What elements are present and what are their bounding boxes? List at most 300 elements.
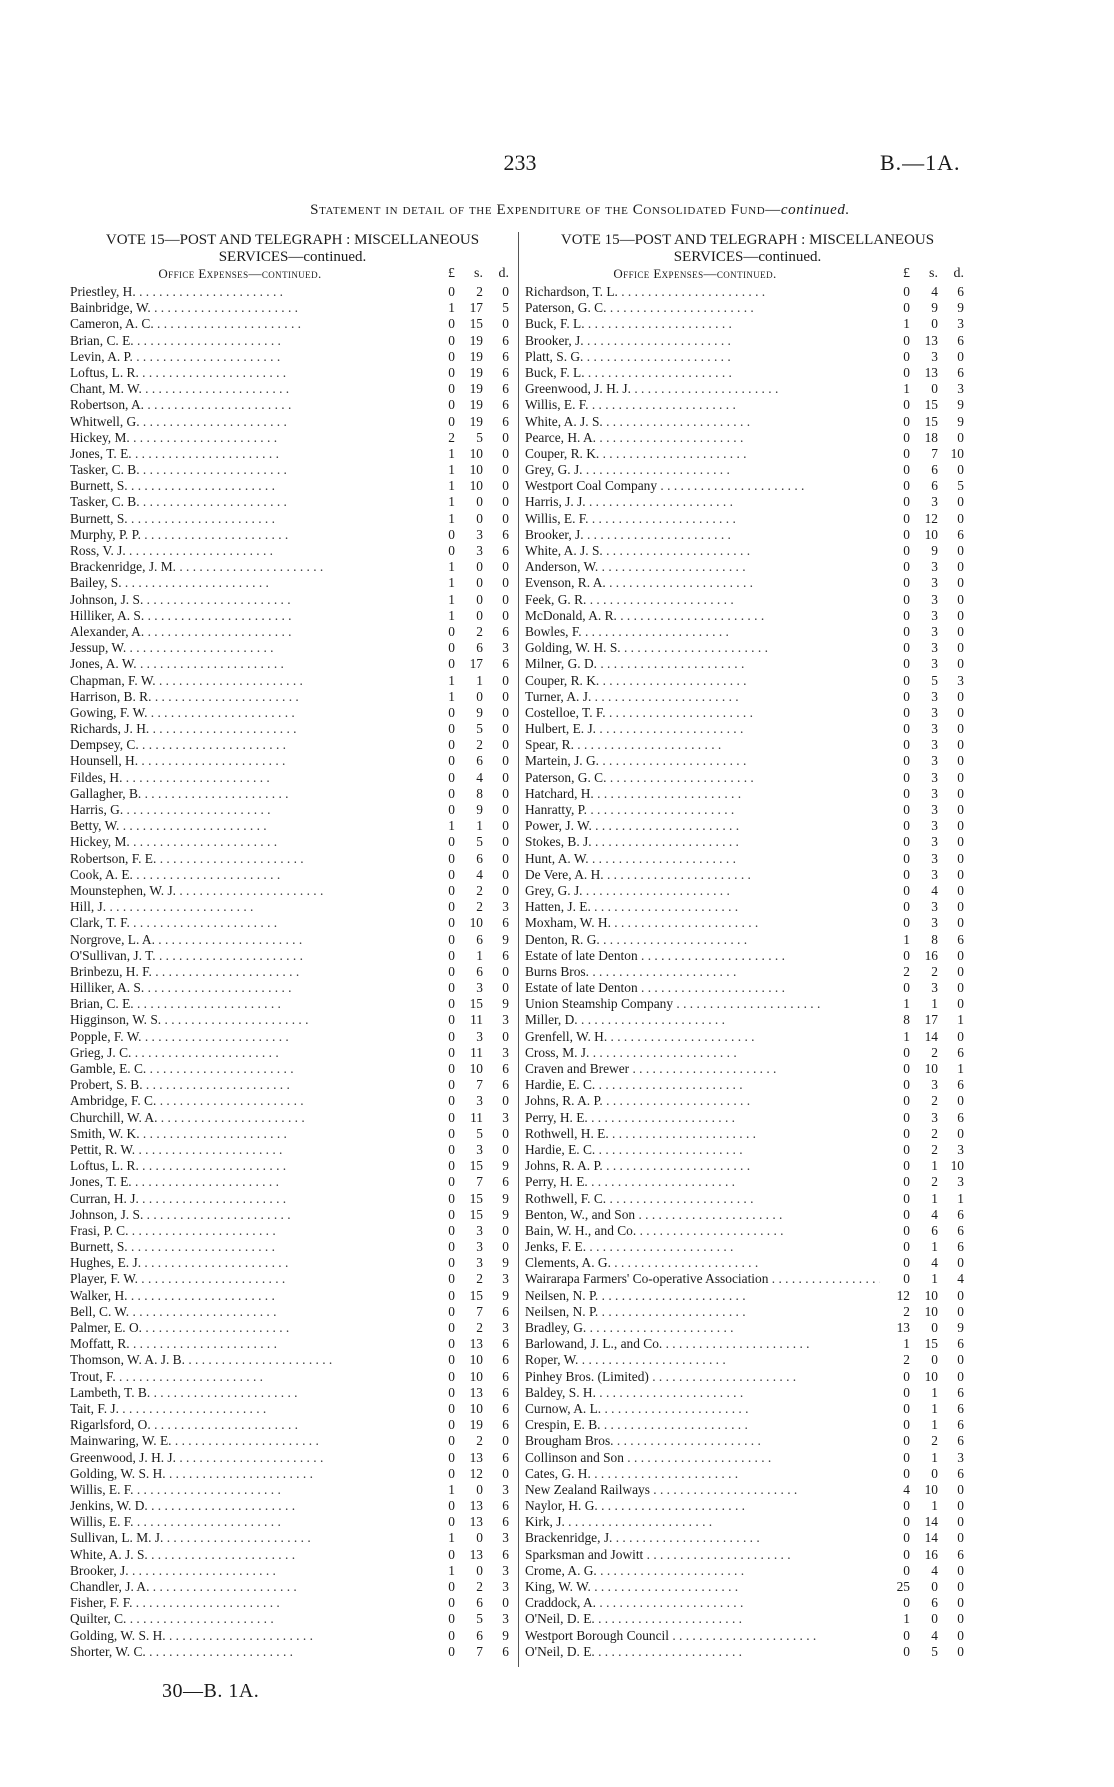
amount-pence: 6	[502, 1384, 509, 1400]
payee-name: King, W. W. . .	[525, 1579, 880, 1595]
payee-name: Cross, M. J. . .	[525, 1045, 880, 1061]
amount-pounds: 0	[903, 1255, 910, 1271]
amount-pence: 0	[957, 866, 964, 882]
amount-pence: 6	[957, 284, 964, 299]
payee-name: Jones, T. E. . .	[70, 446, 425, 462]
table-row	[525, 851, 970, 867]
table-row	[525, 1191, 970, 1207]
amount-pence: 6	[502, 381, 509, 397]
amount-shillings: 15	[469, 316, 483, 332]
amount-pence: 3	[502, 1579, 509, 1594]
amount-pounds: 0	[448, 980, 455, 996]
table-row	[70, 300, 515, 316]
amount-pounds: 13	[896, 1320, 910, 1335]
payee-name: Westport Coal Company . .	[525, 478, 880, 494]
amount-pounds: 0	[448, 1514, 455, 1530]
table-row	[525, 462, 970, 478]
amount-pounds: 0	[448, 1061, 455, 1076]
table-row	[70, 1466, 515, 1482]
amount-pounds: 1	[448, 591, 455, 607]
table-row	[525, 705, 970, 721]
subheading: Office Expenses—continued.	[613, 266, 777, 281]
amount-shillings: 1	[931, 1417, 938, 1433]
amount-pence: 6	[957, 526, 964, 542]
column-divider	[518, 232, 519, 1667]
table-row	[70, 1417, 515, 1433]
statement-title-continued: continued.	[780, 202, 850, 218]
amount-shillings: 10	[924, 526, 938, 542]
page-code: B.—1A.	[880, 150, 961, 175]
amount-shillings: 13	[469, 1514, 483, 1530]
amount-pounds: 0	[448, 785, 455, 801]
amount-pounds: 0	[448, 1498, 455, 1514]
amount-pence: 6	[502, 1336, 509, 1352]
payee-name: Curnow, A. L. . .	[525, 1401, 880, 1417]
amount-pence: 3	[502, 1044, 509, 1060]
table-row	[70, 414, 515, 430]
payee-name: Lambeth, T. B. . .	[70, 1385, 425, 1401]
payee-name: Costelloe, T. F. . .	[525, 705, 880, 721]
amount-pounds: 0	[448, 963, 455, 979]
payee-name: Ross, V. J. . .	[70, 543, 425, 559]
amount-pence: 0	[502, 316, 509, 332]
amount-pence: 0	[957, 494, 964, 510]
amount-pounds: 0	[448, 1400, 455, 1416]
amount-pence: 0	[957, 818, 964, 834]
payee-name: Feek, G. R. . .	[525, 592, 880, 608]
payee-name: Golding, W. H. S. . .	[525, 640, 880, 656]
amount-shillings: 4	[931, 1562, 938, 1578]
amount-pence: 0	[957, 1562, 964, 1578]
amount-pounds: 0	[448, 1611, 455, 1627]
payee-name: Golding, W. S. H. . .	[70, 1628, 425, 1644]
amount-shillings: 15	[924, 413, 938, 429]
amount-pence: 6	[957, 1433, 964, 1449]
amount-pounds: 0	[903, 737, 910, 753]
amount-pence: 0	[502, 559, 509, 575]
amount-pence: 0	[957, 963, 964, 979]
table-row	[525, 1142, 970, 1158]
amount-pence: 6	[502, 947, 509, 963]
table-row	[70, 932, 515, 948]
amount-pence: 6	[502, 1352, 509, 1368]
amount-pence: 0	[502, 737, 509, 753]
payee-name: Gamble, E. C. . .	[70, 1061, 425, 1077]
amount-shillings: 2	[476, 1271, 483, 1287]
amount-pounds: 0	[448, 721, 455, 737]
amount-shillings: 3	[476, 1255, 483, 1271]
amount-pence: 0	[502, 1093, 509, 1109]
amount-pounds: 0	[448, 850, 455, 866]
amount-shillings: 3	[931, 623, 938, 639]
amount-pounds: 0	[903, 332, 910, 348]
amount-pence: 0	[502, 1239, 509, 1255]
amount-pence: 6	[502, 1514, 509, 1530]
amount-shillings: 3	[476, 1028, 483, 1044]
statement-title-main: Statement in detail of the Expenditure of the Consolidated Fund—	[310, 202, 781, 218]
amount-shillings: 13	[469, 1336, 483, 1352]
amount-pence: 6	[957, 332, 964, 348]
amount-shillings: 3	[931, 834, 938, 850]
amount-shillings: 2	[931, 1141, 938, 1157]
payee-name: White, A. J. S. . .	[70, 1547, 425, 1563]
amount-shillings: 1	[476, 947, 483, 963]
amount-pounds: 0	[448, 899, 455, 915]
table-row	[525, 1304, 970, 1320]
table-row	[525, 1288, 970, 1304]
table-row	[525, 1498, 970, 1514]
amount-shillings: 11	[470, 1012, 483, 1028]
payee-name: Roper, W. . .	[525, 1352, 880, 1368]
amount-shillings: 4	[931, 1627, 938, 1643]
payee-name: Johns, R. A. P. . .	[525, 1093, 880, 1109]
amount-pence: 0	[957, 899, 964, 915]
payee-name: Craven and Brewer . .	[525, 1061, 880, 1077]
payee-name: Richards, J. H. . .	[70, 721, 425, 737]
amount-pounds: 0	[448, 1044, 455, 1060]
amount-shillings: 5	[931, 672, 938, 688]
payee-name: Johns, R. A. P. . .	[525, 1158, 880, 1174]
table-row	[70, 1093, 515, 1109]
amount-pounds: 0	[903, 640, 910, 656]
table-row	[525, 867, 970, 883]
payee-name: Estate of late Denton . .	[525, 980, 880, 996]
amount-pounds: 0	[903, 1595, 910, 1611]
amount-shillings: 0	[931, 1465, 938, 1481]
amount-pounds: 0	[448, 656, 455, 672]
amount-pounds: 0	[448, 1433, 455, 1449]
amount-pence: 0	[957, 1611, 964, 1627]
amount-pounds: 0	[448, 1303, 455, 1319]
payee-name: Burnett, S. . .	[70, 511, 425, 527]
amount-pence: 0	[957, 915, 964, 931]
amount-shillings: 3	[476, 526, 483, 542]
amount-pence: 0	[502, 704, 509, 720]
amount-pence: 3	[957, 1174, 964, 1190]
amount-shillings: 17	[469, 656, 483, 672]
payee-name: Shorter, W. C. . .	[70, 1644, 425, 1660]
amount-pounds: 0	[448, 1465, 455, 1481]
table-row	[70, 494, 515, 510]
amount-pounds: 0	[903, 1077, 910, 1093]
amount-shillings: 3	[931, 1077, 938, 1093]
amount-pence: 6	[957, 1417, 964, 1433]
amount-shillings: 18	[924, 429, 938, 445]
payee-name: White, A. J. S. . .	[525, 414, 880, 430]
amount-pence: 0	[957, 1028, 964, 1044]
amount-pence: 0	[502, 1595, 509, 1611]
table-row	[525, 300, 970, 316]
payee-name: Walker, H. . .	[70, 1288, 425, 1304]
table-row	[70, 1142, 515, 1158]
table-row	[70, 867, 515, 883]
table-row	[70, 1482, 515, 1498]
amount-pounds: 0	[448, 1012, 455, 1028]
amount-pence: 0	[957, 1368, 964, 1384]
table-row	[525, 1352, 970, 1368]
right-column	[525, 232, 970, 1660]
amount-pence: 0	[502, 1222, 509, 1238]
payee-name: Harrison, B. R. . .	[70, 689, 425, 705]
amount-pence: 0	[957, 462, 964, 478]
amount-pounds: 0	[903, 866, 910, 882]
amount-pence: 1	[957, 1012, 964, 1028]
amount-pounds: 0	[903, 1061, 910, 1076]
table-row	[70, 673, 515, 689]
table-row	[70, 1320, 515, 1336]
payee-name: Hatchard, H. . .	[525, 786, 880, 802]
table-row	[525, 1369, 970, 1385]
table-row	[70, 1450, 515, 1466]
amount-pence: 3	[502, 1562, 509, 1578]
table-row	[525, 656, 970, 672]
amount-pence: 0	[502, 478, 509, 494]
amount-pounds: 0	[903, 462, 910, 478]
table-row	[70, 1077, 515, 1093]
payee-name: Chandler, J. A. . .	[70, 1579, 425, 1595]
payee-name: Burnett, S. . .	[70, 478, 425, 494]
table-row	[525, 673, 970, 689]
payee-name: Union Steamship Company . .	[525, 996, 880, 1012]
table-row	[70, 1271, 515, 1287]
payee-name: Smith, W. K. . .	[70, 1126, 425, 1142]
payee-name: Couper, R. K. . .	[525, 446, 880, 462]
amount-pounds: 0	[448, 1271, 455, 1287]
amount-pounds: 0	[903, 672, 910, 688]
table-row	[70, 705, 515, 721]
left-rows	[70, 284, 515, 1660]
payee-name: Popple, F. W. . .	[70, 1029, 425, 1045]
table-row	[70, 770, 515, 786]
amount-shillings: 6	[931, 478, 938, 494]
amount-pence: 0	[957, 1352, 964, 1368]
table-row	[525, 915, 970, 931]
amount-pounds: 0	[903, 753, 910, 769]
table-row	[525, 1482, 970, 1498]
amount-shillings: 0	[931, 381, 938, 397]
table-row	[70, 883, 515, 899]
payee-name: Mainwaring, W. E. . .	[70, 1433, 425, 1449]
amount-pounds: 0	[903, 1400, 910, 1416]
amount-pence: 0	[957, 543, 964, 558]
table-row	[70, 1304, 515, 1320]
amount-pence: 6	[957, 1400, 964, 1416]
payee-name: Betty, W. . .	[70, 818, 425, 834]
table-row	[525, 1061, 970, 1077]
payee-name: Hughes, E. J. . .	[70, 1255, 425, 1271]
amount-pounds: 0	[448, 381, 455, 397]
amount-shillings: 2	[931, 963, 938, 979]
table-row	[525, 1126, 970, 1142]
payee-name: Robertson, A. . .	[70, 397, 425, 413]
amount-shillings: 7	[476, 1643, 483, 1659]
amount-pence: 6	[502, 1174, 509, 1190]
amount-pence: 0	[957, 721, 964, 737]
amount-pounds: 2	[903, 963, 910, 979]
amount-pounds: 0	[448, 1579, 455, 1594]
amount-pounds: 0	[903, 348, 910, 364]
amount-pounds: 0	[903, 1514, 910, 1530]
pence-header: d.	[498, 266, 509, 281]
amount-shillings: 19	[469, 1417, 483, 1433]
amount-shillings: 2	[476, 899, 483, 915]
amount-pence: 0	[957, 623, 964, 639]
table-row	[525, 365, 970, 381]
amount-shillings: 1	[931, 1239, 938, 1255]
amount-shillings: 3	[931, 866, 938, 882]
amount-pence: 0	[502, 1465, 509, 1481]
amount-pence: 6	[502, 1077, 509, 1093]
table-row	[70, 1595, 515, 1611]
payee-name: Rigarlsford, O. . .	[70, 1417, 425, 1433]
amount-pounds: 0	[448, 364, 455, 380]
table-row	[70, 1174, 515, 1190]
amount-shillings: 0	[931, 1579, 938, 1594]
table-row	[525, 1595, 970, 1611]
payee-name: Hounsell, H. . .	[70, 753, 425, 769]
vote-title-line1: VOTE 15—POST AND TELEGRAPH : MISCELLANEOUS	[560, 232, 935, 248]
amount-shillings: 19	[469, 332, 483, 348]
amount-pounds: 0	[448, 1287, 455, 1303]
table-row	[70, 1029, 515, 1045]
amount-shillings: 6	[476, 850, 483, 866]
payee-name: Palmer, E. O. . .	[70, 1320, 425, 1336]
table-row	[70, 365, 515, 381]
amount-pence: 6	[502, 1400, 509, 1416]
amount-pounds: 0	[448, 413, 455, 429]
amount-pounds: 0	[448, 1077, 455, 1093]
table-row	[525, 1611, 970, 1627]
table-row	[70, 1207, 515, 1223]
table-row	[525, 1255, 970, 1271]
payee-name: Johnson, J. S. . .	[70, 592, 425, 608]
table-row	[525, 753, 970, 769]
table-row	[70, 333, 515, 349]
amount-pence: 0	[957, 510, 964, 526]
table-row	[525, 640, 970, 656]
amount-pounds: 0	[448, 1255, 455, 1271]
amount-shillings: 10	[924, 1481, 938, 1497]
table-row	[70, 478, 515, 494]
amount-pounds: 0	[448, 1190, 455, 1206]
amount-shillings: 2	[476, 284, 483, 299]
amount-shillings: 7	[476, 1077, 483, 1093]
payee-name: Turner, A. J. . .	[525, 689, 880, 705]
amount-pounds: 0	[903, 1271, 910, 1287]
amount-shillings: 2	[931, 1044, 938, 1060]
payee-name: O'Neil, D. E. . .	[525, 1644, 880, 1660]
payee-name: Burns Bros. . .	[525, 964, 880, 980]
amount-pounds: 0	[448, 996, 455, 1012]
table-row	[525, 624, 970, 640]
amount-pence: 0	[957, 559, 964, 575]
payee-name: Crespin, E. B. . .	[525, 1417, 880, 1433]
amount-pounds: 1	[448, 1562, 455, 1578]
amount-pence: 9	[502, 1627, 509, 1643]
amount-shillings: 4	[476, 866, 483, 882]
subheading: Office Expenses—continued.	[158, 266, 322, 281]
amount-shillings: 3	[931, 915, 938, 931]
amount-shillings: 2	[476, 623, 483, 639]
amount-pounds: 0	[448, 866, 455, 882]
amount-shillings: 0	[476, 494, 483, 510]
subheading-row	[525, 266, 970, 284]
payee-name: Willis, E. F. . .	[70, 1482, 425, 1498]
amount-shillings: 15	[469, 1158, 483, 1174]
amount-pence: 0	[502, 769, 509, 785]
amount-pence: 0	[957, 1643, 964, 1659]
payee-name: Hulbert, E. J. . .	[525, 721, 880, 737]
amount-shillings: 0	[476, 591, 483, 607]
amount-pence: 6	[502, 397, 509, 413]
table-row	[70, 689, 515, 705]
amount-pounds: 0	[903, 413, 910, 429]
payee-name: White, A. J. S. . .	[525, 543, 880, 559]
amount-shillings: 10	[469, 462, 483, 478]
table-row	[70, 834, 515, 850]
amount-pence: 3	[502, 1109, 509, 1125]
amount-shillings: 0	[476, 607, 483, 623]
amount-shillings: 3	[931, 575, 938, 591]
table-row	[525, 1547, 970, 1563]
amount-pounds: 0	[903, 1449, 910, 1465]
amount-shillings: 0	[476, 1481, 483, 1497]
amount-pounds: 0	[903, 1546, 910, 1562]
payee-name: Rothwell, F. C. . .	[525, 1191, 880, 1207]
amount-pence: 3	[502, 640, 509, 656]
amount-pounds: 0	[448, 1643, 455, 1659]
amount-shillings: 0	[476, 1530, 483, 1546]
table-row	[70, 1255, 515, 1271]
table-row	[525, 1110, 970, 1126]
amount-pounds: 0	[903, 980, 910, 996]
amount-pence: 0	[957, 1579, 964, 1594]
amount-shillings: 10	[469, 1368, 483, 1384]
table-row	[525, 575, 970, 591]
amount-pounds: 0	[903, 1530, 910, 1546]
amount-pence: 6	[957, 364, 964, 380]
amount-pence: 6	[957, 1336, 964, 1352]
table-row	[525, 1385, 970, 1401]
table-row	[70, 737, 515, 753]
amount-shillings: 8	[476, 785, 483, 801]
payee-name: Brackenridge, J. . .	[525, 1530, 880, 1546]
amount-pence: 0	[957, 802, 964, 817]
amount-pence: 0	[957, 591, 964, 607]
amount-pence: 0	[957, 769, 964, 785]
amount-pence: 6	[957, 1546, 964, 1562]
amount-pence: 0	[502, 980, 509, 996]
amount-pence: 3	[502, 1611, 509, 1627]
amount-shillings: 6	[476, 753, 483, 769]
amount-pounds: 0	[448, 1627, 455, 1643]
amount-shillings: 9	[931, 300, 938, 316]
amount-pounds: 1	[903, 316, 910, 332]
amount-pence: 0	[502, 818, 509, 834]
amount-shillings: 7	[476, 1303, 483, 1319]
amount-shillings: 10	[469, 478, 483, 494]
amount-pounds: 0	[448, 1546, 455, 1562]
payee-name: Churchill, W. A. . .	[70, 1110, 425, 1126]
table-row	[70, 1110, 515, 1126]
amount-pence: 3	[502, 1530, 509, 1546]
table-row	[70, 1126, 515, 1142]
amount-shillings: 16	[924, 1546, 938, 1562]
amount-pounds: 0	[903, 510, 910, 526]
payee-name: Harris, G. . .	[70, 802, 425, 818]
amount-pounds: 0	[903, 300, 910, 316]
payee-name: Grey, G. J. . .	[525, 883, 880, 899]
